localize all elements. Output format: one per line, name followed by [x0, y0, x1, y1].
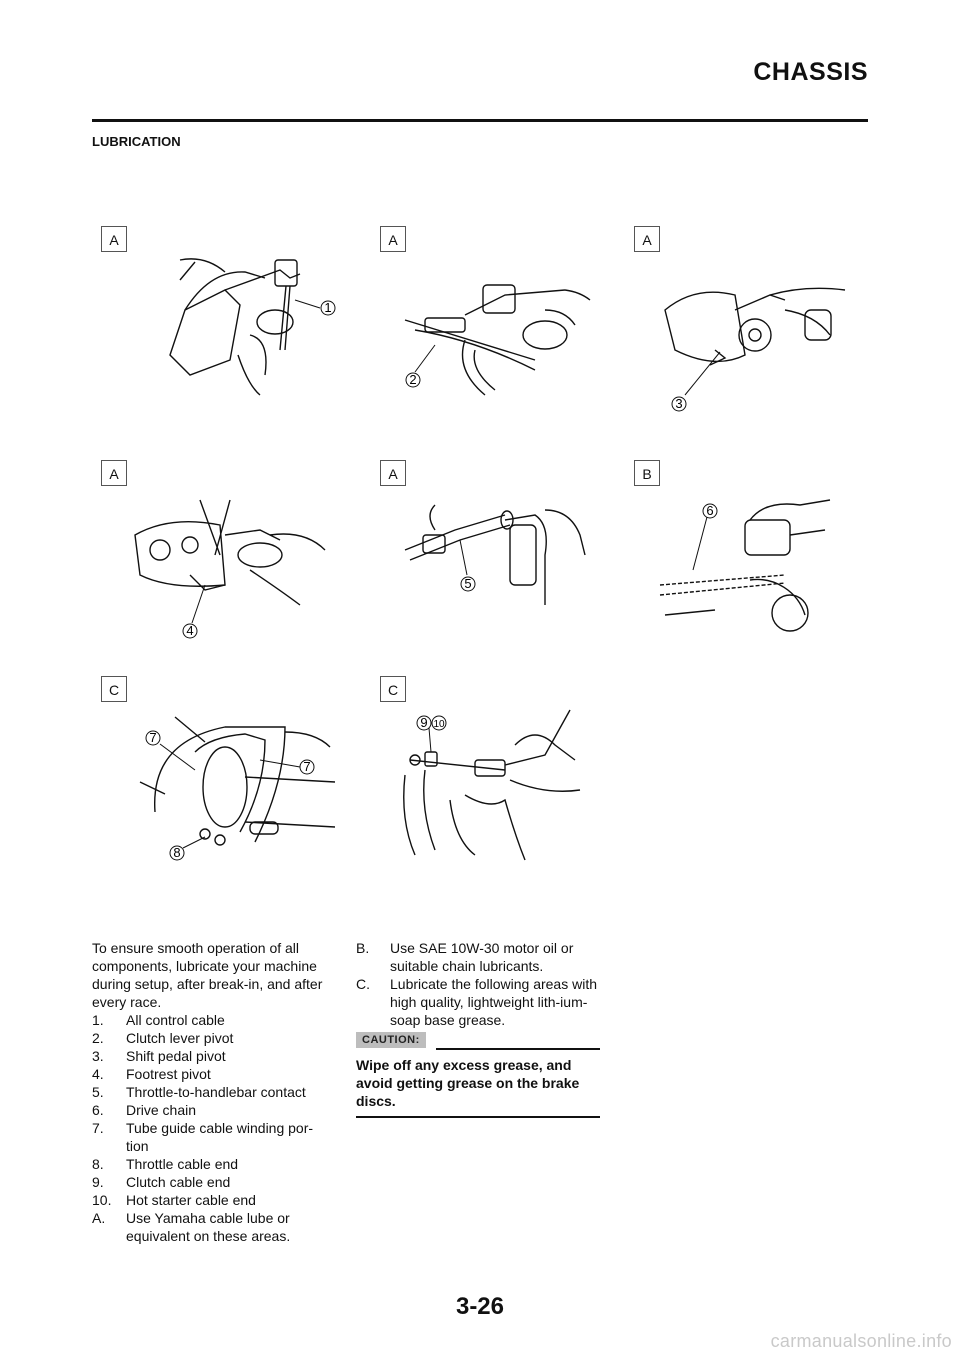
list-item-text: Lubricate the following areas with high quality, lightweight lith-ium-soap base grease. [390, 976, 598, 1028]
callout-7a: 7 [149, 730, 157, 745]
list-item-text: Tube guide cable winding por-tion [126, 1120, 314, 1154]
list-item [92, 1119, 332, 1155]
list-item-text: Clutch lever pivot [126, 1030, 234, 1046]
list-item-text: All control cable [126, 1012, 225, 1028]
shift-pedal-illustration [655, 280, 855, 415]
list-item [92, 1155, 332, 1173]
caution-text: Wipe off any excess grease, and avoid getting grease on the brake discs. [356, 1057, 580, 1109]
list-item-number: 9. [92, 1174, 104, 1190]
list-item [356, 939, 600, 975]
callout-7b: 7 [303, 759, 311, 774]
panel-letter-box: C [101, 676, 127, 702]
panel-letter-box: A [101, 460, 127, 486]
callout-9: 9 [420, 715, 428, 730]
callout-4: 4 [186, 623, 194, 638]
list-item-number: 10. [92, 1192, 112, 1208]
page-number: 3-26 [455, 1293, 505, 1320]
list-item-number: 5. [92, 1084, 104, 1100]
clutch-lever-illustration [395, 260, 595, 400]
drive-chain-illustration [655, 495, 835, 630]
list-item [92, 1191, 332, 1209]
watermark-url: carmanualsonline.info [770, 1331, 952, 1351]
list-item-number: 3. [92, 1048, 104, 1064]
callout-2: 2 [409, 372, 417, 387]
panel-letter-box: C [380, 676, 406, 702]
throttle-grip-illustration [395, 495, 595, 610]
list-item-text: Use SAE 10W-30 motor oil or suitable chain lubricants. [390, 940, 574, 974]
header-rule [92, 119, 868, 122]
list-item [92, 1209, 332, 1245]
footrest-pivot-illustration [130, 495, 330, 645]
panel-letter-box: A [101, 226, 127, 252]
list-item [92, 1047, 332, 1065]
list-item-number: C. [356, 976, 370, 992]
list-item-number: 4. [92, 1066, 104, 1082]
list-item-number: 6. [92, 1102, 104, 1118]
list-item-number: 1. [92, 1012, 104, 1028]
list-item-text: Footrest pivot [126, 1066, 211, 1082]
panel-letter-box: A [380, 460, 406, 486]
body-left-column [92, 939, 332, 1245]
list-item-number: 7. [92, 1120, 104, 1136]
list-item [92, 1173, 332, 1191]
caution-label: CAUTION: [356, 1032, 426, 1048]
callout-6: 6 [706, 503, 714, 518]
panel-letter-box: A [380, 226, 406, 252]
section-title: LUBRICATION [92, 134, 181, 149]
list-item-text: Hot starter cable end [126, 1192, 256, 1208]
list-item-text: Clutch cable end [126, 1174, 231, 1190]
list-item [356, 975, 600, 1029]
caution-box [356, 1030, 600, 1118]
cable-end-greasing-illustration [395, 700, 595, 865]
list-item-text: Shift pedal pivot [126, 1048, 226, 1064]
list-item [92, 1101, 332, 1119]
callout-5: 5 [464, 576, 472, 591]
callout-1: 1 [324, 300, 332, 315]
list-item-text: Use Yamaha cable lube or equivalent on these areas. [126, 1210, 291, 1244]
callout-3: 3 [675, 396, 683, 411]
panel-letter-box: B [634, 460, 660, 486]
list-item-number: B. [356, 940, 370, 956]
caution-top-rule [436, 1048, 600, 1050]
callout-8: 8 [173, 845, 181, 860]
lubrication-point-list [92, 1011, 332, 1245]
caution-bottom-rule [356, 1116, 600, 1118]
list-item-number: A. [92, 1210, 106, 1226]
body-right-column [356, 939, 600, 1029]
list-item-number: 8. [92, 1156, 104, 1172]
intro-paragraph: To ensure smooth operation of all components, lubricate your machine during setup, after break-in, and after every race. [92, 940, 323, 1010]
list-item [92, 1029, 332, 1047]
lubricant-note-list [356, 939, 600, 1029]
list-item [92, 1083, 332, 1101]
spray-can-cable-illustration [150, 250, 350, 400]
page-header-title: CHASSIS [753, 58, 868, 86]
list-item [92, 1065, 332, 1083]
panel-letter-box: A [634, 226, 660, 252]
callout-10: 10 [433, 719, 445, 730]
tube-guide-illustration [135, 712, 340, 872]
list-item-text: Drive chain [126, 1102, 197, 1118]
list-item-number: 2. [92, 1030, 104, 1046]
list-item-text: Throttle cable end [126, 1156, 239, 1172]
list-item [92, 1011, 332, 1029]
list-item-text: Throttle-to-handlebar contact [126, 1084, 306, 1100]
